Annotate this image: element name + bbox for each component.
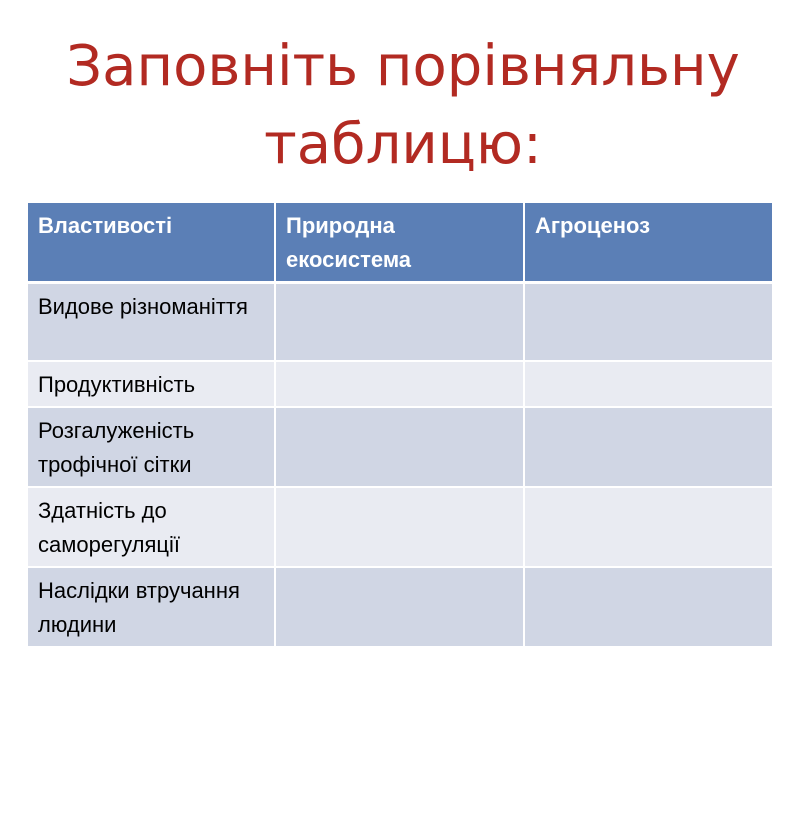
natural-ecosystem-cell[interactable]	[275, 283, 524, 362]
table-header-row	[27, 202, 773, 283]
row-property-label: Наслідки втручання людини	[27, 567, 275, 647]
header-agrocenosis: Агроценоз	[524, 202, 773, 283]
agrocenosis-cell[interactable]	[524, 567, 773, 647]
table-row	[27, 407, 773, 487]
row-property-label: Видове різноманіття	[27, 283, 275, 362]
row-property-label: Здатність до саморегуляції	[27, 487, 275, 567]
natural-ecosystem-cell[interactable]	[275, 361, 524, 407]
page-title	[40, 28, 766, 184]
header-properties: Властивості	[27, 202, 275, 283]
title-line-1: Заповніть порівняльну	[66, 34, 740, 99]
natural-ecosystem-cell[interactable]	[275, 487, 524, 567]
comparison-table	[26, 201, 774, 648]
table-row	[27, 487, 773, 567]
agrocenosis-cell[interactable]	[524, 487, 773, 567]
table-row	[27, 567, 773, 647]
table-row	[27, 361, 773, 407]
natural-ecosystem-cell[interactable]	[275, 407, 524, 487]
agrocenosis-cell[interactable]	[524, 283, 773, 362]
title-line-2: таблицю:	[264, 112, 542, 177]
table-row	[27, 283, 773, 362]
agrocenosis-cell[interactable]	[524, 361, 773, 407]
natural-ecosystem-cell[interactable]	[275, 567, 524, 647]
header-natural-ecosystem: Природна екосистема	[275, 202, 524, 283]
row-property-label: Розгалуженість трофічної сітки	[27, 407, 275, 487]
row-property-label: Продуктивність	[27, 361, 275, 407]
agrocenosis-cell[interactable]	[524, 407, 773, 487]
